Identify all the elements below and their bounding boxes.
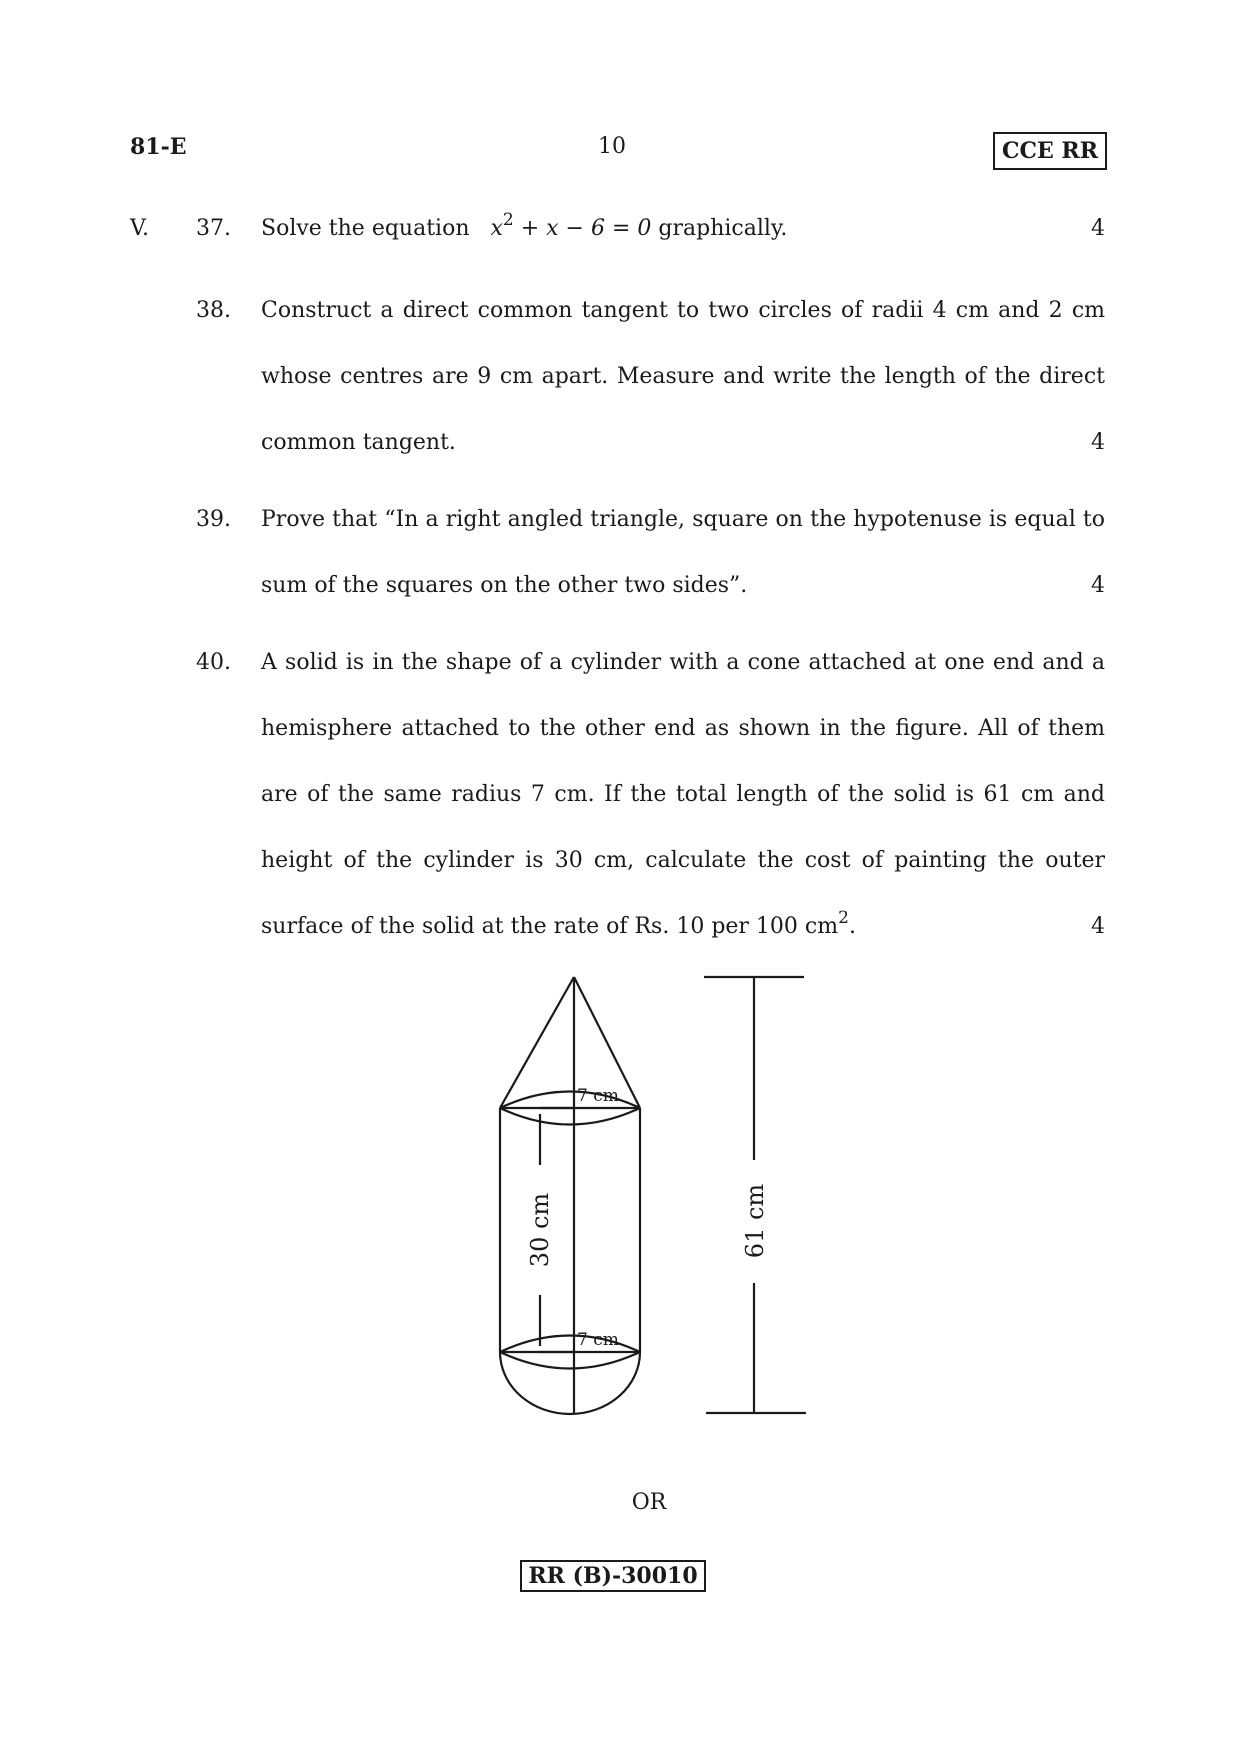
solid-figure [480,965,840,1435]
question-40-line-3: are of the same radius 7 cm. If the total length of the solid is 61 cm and [261,782,1105,807]
equation-rest: + x − 6 = 0 [520,216,652,241]
question-40 [261,630,1105,960]
section-label: V. [130,216,150,241]
question-39-line-1: Prove that “In a right angled triangle, square on the hypotenuse is equal to [261,507,1105,532]
question-number-38: 38. [196,298,231,323]
question-number-40: 40. [196,650,231,675]
marks-38: 4 [1091,430,1105,455]
exam-badge [993,132,1107,170]
question-39-line-2-text: sum of the squares on the other two sides”. [261,573,748,598]
question-number-37: 37. [196,216,231,241]
question-39 [261,487,1105,619]
question-40-line-4: height of the cylinder is 30 cm, calculate the cost of painting the outer [261,848,1105,873]
marks-40: 4 [1091,914,1105,939]
footer-code-box [520,1560,706,1592]
question-40-line-5-text [261,894,856,960]
question-39-line-2 [261,553,1105,619]
question-38-line-3-text: common tangent. [261,430,456,455]
question-37-line [261,196,1105,262]
bottom-radius-label: 7 cm [577,1330,619,1350]
question-38 [261,278,1105,476]
equation-base: x [490,216,503,241]
marks-39: 4 [1091,573,1105,598]
exam-badge-label: CCE RR [1001,138,1098,164]
or-separator: OR [631,1490,667,1515]
total-length-label: 61 cm [741,1183,769,1259]
question-37-text [261,196,787,262]
page-number: 10 [598,134,626,159]
top-ellipse-front [500,1108,640,1125]
question-40-line-1: A solid is in the shape of a cylinder with a cone attached at one end and a [261,650,1105,675]
question-40-line-5 [261,894,1105,960]
top-ellipse-back [500,1092,640,1109]
question-number-39: 39. [196,507,231,532]
question-38-line-2: whose centres are 9 cm apart. Measure and write the length of the direct [261,364,1105,389]
bottom-ellipse-front [500,1352,640,1369]
question-37-suffix: graphically. [658,216,788,241]
question-40-last-prefix: surface of the solid at the rate of Rs. 10 per 100 cm [261,914,839,939]
question-37 [261,196,1105,262]
footer-code: RR (B)-30010 [528,1563,698,1589]
equation-exponent: 2 [502,210,514,230]
question-40-line-2: hemisphere attached to the other end as shown in the figure. All of them [261,716,1105,741]
cylinder-height-label: 30 cm [526,1192,554,1268]
top-radius-label: 7 cm [577,1086,619,1106]
marks-37: 4 [1091,216,1105,241]
question-37-prefix: Solve the equation [261,216,470,241]
cone-left-edge [500,977,574,1108]
unit-exponent: 2 [838,908,849,928]
paper-code: 81-E [130,134,187,160]
bottom-ellipse-back [500,1336,640,1353]
question-40-last-suffix: . [848,914,856,939]
question-38-line-1: Construct a direct common tangent to two circles of radii 4 cm and 2 cm [261,298,1105,323]
question-38-line-3 [261,410,1105,476]
